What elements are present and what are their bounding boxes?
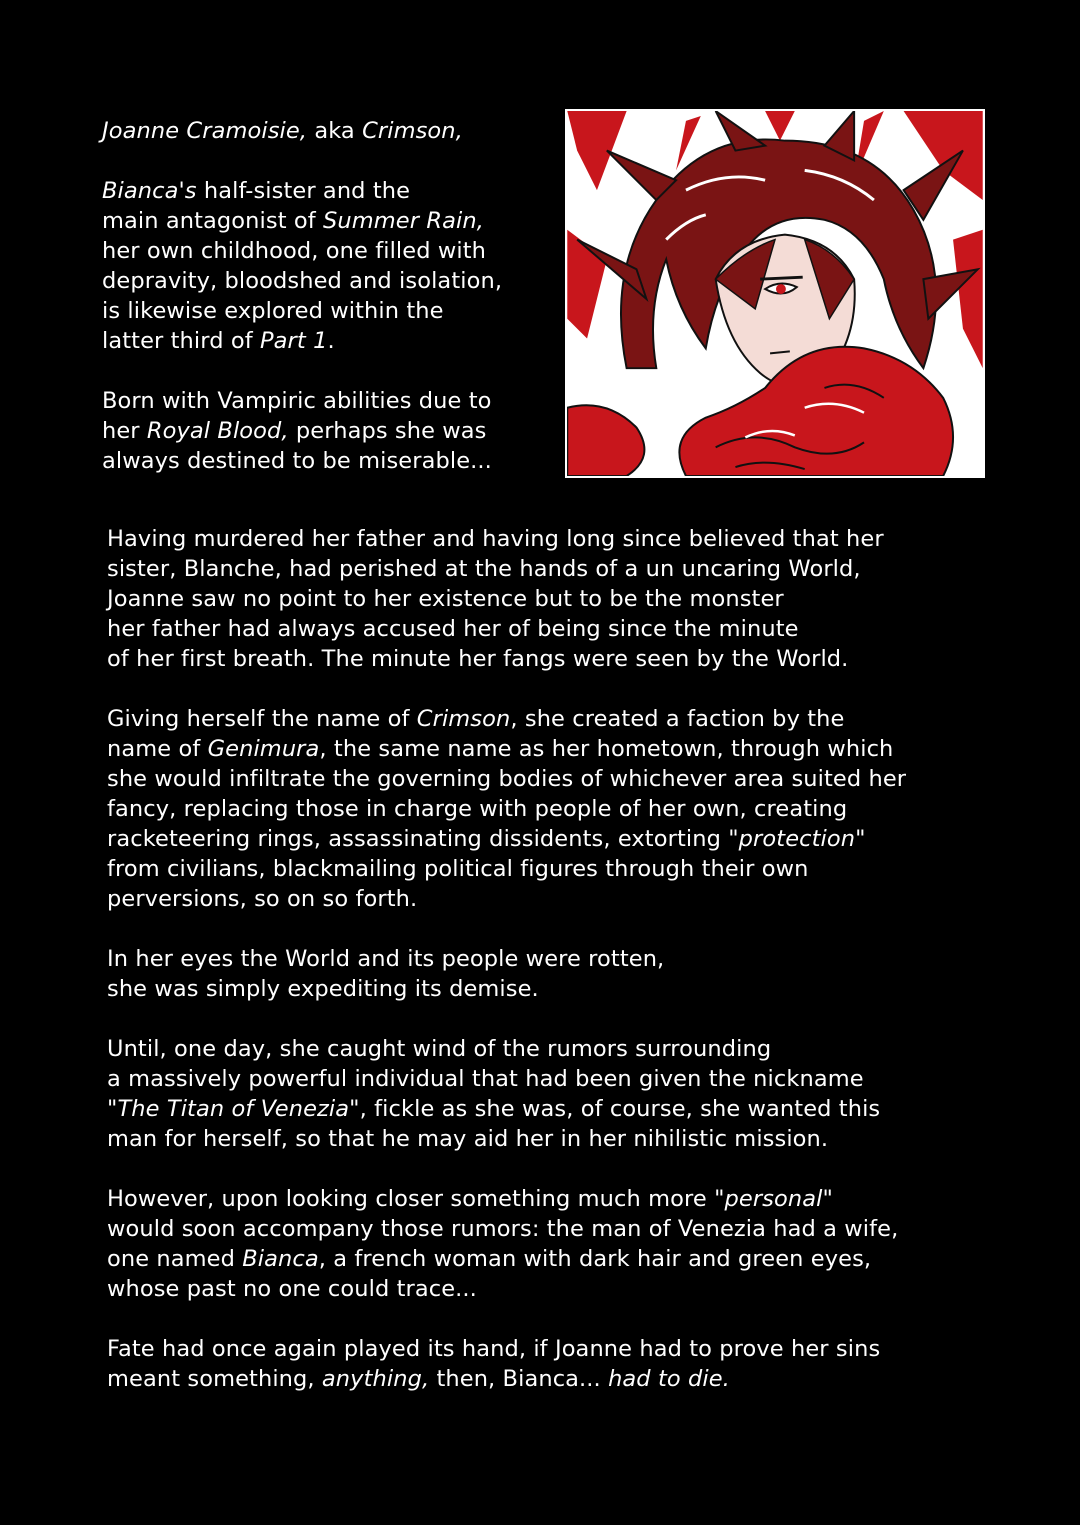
- intro-text: latter third of: [102, 328, 260, 354]
- body-line: from civilians, blackmailing political figures through their own: [107, 856, 809, 882]
- intro-line: her own childhood, one filled with: [102, 238, 486, 264]
- genimura-name: Genimura: [207, 736, 320, 762]
- intro-line: [102, 206, 542, 236]
- body-text: meant something,: [107, 1366, 322, 1392]
- body-text: , fickle as she was, of course, she wanted this: [359, 1096, 881, 1122]
- protection-term: "protection": [728, 826, 866, 852]
- body-line: perversions, so on so forth.: [107, 886, 418, 912]
- body-paragraph-6: [107, 1334, 1007, 1394]
- intro-line: is likewise explored within the: [102, 298, 444, 324]
- body-line: she was simply expediting its demise.: [107, 976, 539, 1002]
- intro-text: half-sister and the: [196, 178, 411, 204]
- intro-section: [102, 116, 542, 476]
- bianca-name: Bianca: [242, 1246, 319, 1272]
- story-body: [107, 524, 1007, 1394]
- body-text: one named: [107, 1246, 243, 1272]
- had-to-die-emphasis: had to die.: [608, 1366, 730, 1392]
- intro-text: .: [327, 328, 335, 354]
- body-line: a massively powerful individual that had been given the nickname: [107, 1066, 864, 1092]
- intro-paragraph-2: [102, 176, 542, 356]
- intro-line: [102, 416, 542, 446]
- intro-text: perhaps she was: [288, 418, 487, 444]
- body-line: Until, one day, she caught wind of the rumors surrounding: [107, 1036, 772, 1062]
- portrait-illustration: [567, 111, 983, 476]
- intro-paragraph-3: [102, 386, 542, 476]
- body-line: [107, 824, 1007, 854]
- body-line: man for herself, so that he may aid her in her nihilistic mission.: [107, 1126, 829, 1152]
- body-line: sister, Blanche, had perished at the hands of a un uncaring World,: [107, 556, 861, 582]
- body-text: then, Bianca...: [429, 1366, 609, 1392]
- body-text: Giving herself the name of: [107, 706, 417, 732]
- body-line: [107, 704, 1007, 734]
- character-portrait: [565, 109, 985, 478]
- body-line: [107, 1364, 1007, 1394]
- body-line: Joanne saw no point to her existence but to be the monster: [107, 586, 784, 612]
- character-alias: Crimson,: [362, 118, 463, 144]
- intro-line: always destined to be miserable...: [102, 448, 492, 474]
- body-line: [107, 1244, 1007, 1274]
- body-line: of her first breath. The minute her fangs were seen by the World.: [107, 646, 849, 672]
- body-text: , a french woman with dark hair and green eyes,: [318, 1246, 872, 1272]
- royal-blood-term: Royal Blood,: [146, 418, 289, 444]
- body-paragraph-5: [107, 1184, 1007, 1304]
- body-line: Fate had once again played its hand, if Joanne had to prove her sins: [107, 1336, 881, 1362]
- intro-line: depravity, bloodshed and isolation,: [102, 268, 503, 294]
- crimson-name: Crimson: [416, 706, 511, 732]
- body-line: [107, 734, 1007, 764]
- anything-emphasis: anything,: [321, 1366, 430, 1392]
- character-name: Joanne Cramoisie,: [102, 118, 308, 144]
- body-paragraph-1: [107, 524, 1007, 674]
- body-line: In her eyes the World and its people were rotten,: [107, 946, 665, 972]
- intro-line: [102, 116, 542, 146]
- series-title: Summer Rain,: [323, 208, 484, 234]
- body-line: would soon accompany those rumors: the man of Venezia had a wife,: [107, 1216, 899, 1242]
- body-line: whose past no one could trace...: [107, 1276, 477, 1302]
- body-paragraph-4: [107, 1034, 1007, 1154]
- intro-line: [102, 176, 542, 206]
- body-line: [107, 1184, 1007, 1214]
- intro-text: aka: [307, 118, 363, 144]
- body-line: [107, 1094, 1007, 1124]
- body-paragraph-3: [107, 944, 1007, 1004]
- body-line: Having murdered her father and having long since believed that her: [107, 526, 884, 552]
- body-line: fancy, replacing those in charge with people of her own, creating: [107, 796, 848, 822]
- bianca-name: Bianca's: [102, 178, 197, 204]
- intro-paragraph-1: [102, 116, 542, 146]
- body-text: racketeering rings, assassinating dissidents, extorting: [107, 826, 729, 852]
- body-paragraph-2: [107, 704, 1007, 914]
- body-line: she would infiltrate the governing bodies of whichever area suited her: [107, 766, 907, 792]
- body-text: name of: [107, 736, 208, 762]
- body-text: , she created a faction by the: [510, 706, 845, 732]
- part-title: Part 1: [260, 328, 328, 354]
- titan-nickname: "The Titan of Venezia": [107, 1096, 360, 1122]
- body-line: her father had always accused her of being since the minute: [107, 616, 799, 642]
- body-text: , the same name as her hometown, through which: [319, 736, 894, 762]
- intro-text: her: [102, 418, 147, 444]
- personal-term: "personal": [714, 1186, 833, 1212]
- intro-line: Born with Vampiric abilities due to: [102, 388, 492, 414]
- intro-line: [102, 326, 542, 356]
- intro-text: main antagonist of: [102, 208, 324, 234]
- body-text: However, upon looking closer something much more: [107, 1186, 715, 1212]
